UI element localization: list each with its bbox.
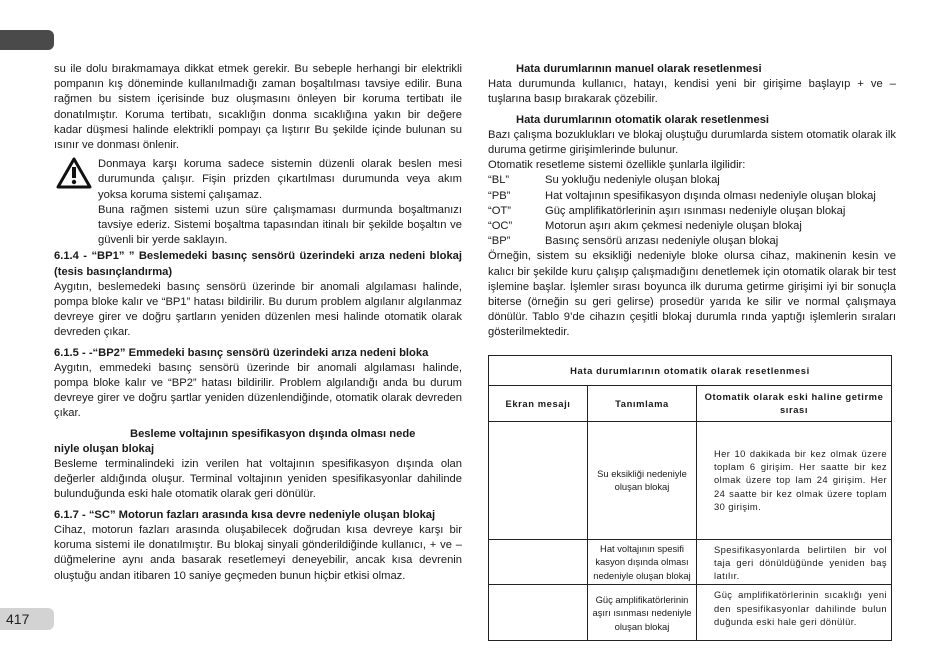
table-header-row xyxy=(489,385,892,421)
paragraph-617: Cihaz, motorun fazları arasında oluşabilecek doğrudan kısa devreye karşı bir koruma sistemi ile donatılmıştır. Bu blokaj sinyali gönderildiğinde kullanıcı, + ve – düğmelerine aynı anda basarak resetlemeyi deneyebilir, ancak kısa devrenin oluştuğu andan itibaren 10 saniye geçmeden bunun hiçbir etkisi olmaz. xyxy=(54,523,462,582)
table-cell-sequence: Spesifikasyonlarda belirtilen bir vol taja geri dönüldüğünde yeniden baş latılır. xyxy=(697,539,892,585)
paragraph-example: Örneğin, sistem su eksikliği nedeniyle bloke olursa cihaz, makinenin kesin ve kalıcı bir şekilde kuru çalışıp çalışmadığını denetlemek için otomatik olarak bir test işlemine başlar. İşlemler sırası boyunca ilk duruma getirme girişimi iyi bir sonuçla biterse (örneğin su geri gelirse) prosedür yarıda ke silir ve normal çalışmaya dönülür. Tablo 9’de cihazın çeşitli blokaj durumla rında yaptığı işlemlerin sıraları gösterilmektedir. xyxy=(488,250,896,339)
paragraph-616: Besleme terminalindeki izin verilen hat voltajının spesifikasyon dışında olan değerler aldığında oluşur. Terminal voltajının yeniden spesifikasyonlar dahilinde bulunduğunda eski hale otomatik olarak geri dönülür. xyxy=(54,458,462,501)
table-row xyxy=(489,539,892,585)
warning-text-2: Buna rağmen sistemi uzun süre çalışmaması durmunda boşaltmanızı tavsiye ederiz. Sistemi boşaltma tapasından itinalı bir şekilde boşaltın ve güvenli bir yerde saklayın. xyxy=(98,203,462,247)
table-header-screen-message: Ekran mesajı xyxy=(489,385,588,421)
heading-auto-reset: Hata durumlarının otomatik olarak resetlenmesi xyxy=(516,113,770,126)
table-cell-sequence: Güç amplifikatörlerinin sıcaklığı yeni den spesifikasyonlar dahilinde bulun duğunda eski hale geri dönülür. xyxy=(697,585,892,641)
error-code-description: Motorun aşırı akım çekmesi nedeniyle oluşan blokaj xyxy=(545,220,802,233)
heading-616-line2: niyle oluşan blokaj xyxy=(54,442,155,455)
intro-paragraph: su ile dolu bırakmamaya dikkat etmek gerekir. Bu sebeple herhangi bir elektrikli pompanın kış döneminde kullanılmadığı zaman boşaltılması tavsiye edilir. Buna rağmen bu sistem içerisinde buz oluşmasını önleyen bir koruma tertibatı ile donatılmıştır. Koruma tertibatı, sıcaklığın donma sıcaklığına yakın bir değere kadar düşmesi halinde elektrikli pompayı ça lıştırır Bu şekilde içinde bulunan su ısınır ve donması önlenir. xyxy=(54,63,462,152)
heading-615: 6.1.5 - -“BP2” Emmedeki basınç sensörü üzerindeki arıza nedeni bloka xyxy=(54,346,429,359)
paragraph-manual-reset: Hata durumunda kullanıcı, hatayı, kendisi yeni bir girişime başlayıp + ve – tuşlarına basıp bırakarak çözebilir. xyxy=(488,78,896,106)
right-column xyxy=(488,62,896,641)
warning-triangle-icon xyxy=(56,157,92,189)
error-code-description: Basınç sensörü arızası nedeniyle oluşan blokaj xyxy=(545,235,779,248)
paragraph-615: Aygıtın, emmedeki basınç sensörü üzerinde bir anomali algılaması halinde, pompa bloke kalır ve “BP2” hatası bildirilir. Problem algılandığı anda bu durum devreye girer ve doğru şartlar yeniden düzenlendiğinde, otomatik olarak devreden çıkar. xyxy=(54,361,462,420)
paragraph-614: Aygıtın, beslemedeki basınç sensörü üzerinde bir anomali algılaması halinde, pompa bloke kalır ve “BP1” hatası bildirilir. Bu durum problem algılanır algılanmaz devreye girer ve doğru şartların yeniden düzenlen mesi halinde otomatik olarak devreden çıkar. xyxy=(54,280,462,339)
error-code-list xyxy=(488,173,896,249)
table-row xyxy=(489,585,892,641)
heading-616-line1: Besleme voltajının spesifikasyon dışında olması nede xyxy=(130,427,416,440)
table-cell-message xyxy=(489,539,588,585)
error-code-description: Su yokluğu nedeniyle oluşan blokaj xyxy=(545,174,720,187)
left-column xyxy=(54,62,462,584)
page-number: 417 xyxy=(0,608,54,630)
table-header-description: Tanımlama xyxy=(588,385,697,421)
warning-text-1: Donmaya karşı koruma sadece sistemin düzenli olarak beslen mesi durumunda çalışır. Fişin prizden çıkartılması durumunda veya akım yoksa koruma sistemi çalışamaz. xyxy=(98,158,462,201)
error-code: “BP” xyxy=(488,235,511,248)
heading-manual-reset: Hata durumlarının manuel olarak resetlenmesi xyxy=(516,63,762,75)
error-code: “BL” xyxy=(488,174,510,187)
table-title: Hata durumlarının otomatik olarak resetlenmesi xyxy=(489,355,892,385)
paragraph-auto-reset-1: Bazı çalışma bozuklukları ve blokaj oluştuğu durumlarda sistem otomatik olarak ilk duruma getirme girişimlerinde bulunur. xyxy=(488,128,896,157)
error-code-description: Güç amplifikatörlerinin aşırı ısınması nedeniyle oluşan blokaj xyxy=(545,204,846,217)
table-cell-message xyxy=(489,585,588,641)
error-code: “OC” xyxy=(488,220,513,233)
table-row xyxy=(489,421,892,539)
error-code-description: Hat voltajının spesifikasyon dışında olması nedeniyle oluşan blokaj xyxy=(545,189,876,202)
chapter-tab xyxy=(0,30,54,50)
table-cell-description: Su eksikliği nedeniyle oluşan blokaj xyxy=(588,421,697,539)
heading-617: 6.1.7 - “SC” Motorun fazları arasında kısa devre nedeniyle oluşan blokaj xyxy=(54,508,436,521)
error-code: “PB” xyxy=(488,189,511,202)
paragraph-auto-reset-2: Otomatik resetleme sistemi özellikle şunlarla ilgilidir: xyxy=(488,159,746,172)
table-cell-message xyxy=(489,421,588,539)
table-cell-sequence: Her 10 dakikada bir kez olmak üzere toplam 6 girişim. Her saatte bir kez olmak üzere top lam 24 girişim. Her 24 saatte bir kez olmak üzere toplam 30 girişim. xyxy=(697,421,892,539)
error-code: “OT” xyxy=(488,204,511,217)
table-header-reset-sequence: Otomatik olarak eski haline getirme sırası xyxy=(697,385,892,421)
heading-614: 6.1.4 - “BP1” ” Beslemedeki basınç sensörü üzerindeki arıza nedeni blokaj (tesis basınçlandırma) xyxy=(54,250,462,278)
table-cell-description: Güç amplifikatörlerinin aşırı ısınması nedeniyle oluşan blokaj xyxy=(588,585,697,641)
warning-block xyxy=(54,157,462,248)
auto-reset-table xyxy=(488,355,892,642)
table-cell-description: Hat voltajının spesifi kasyon dışında olması nedeniyle oluşan blokaj xyxy=(588,539,697,585)
